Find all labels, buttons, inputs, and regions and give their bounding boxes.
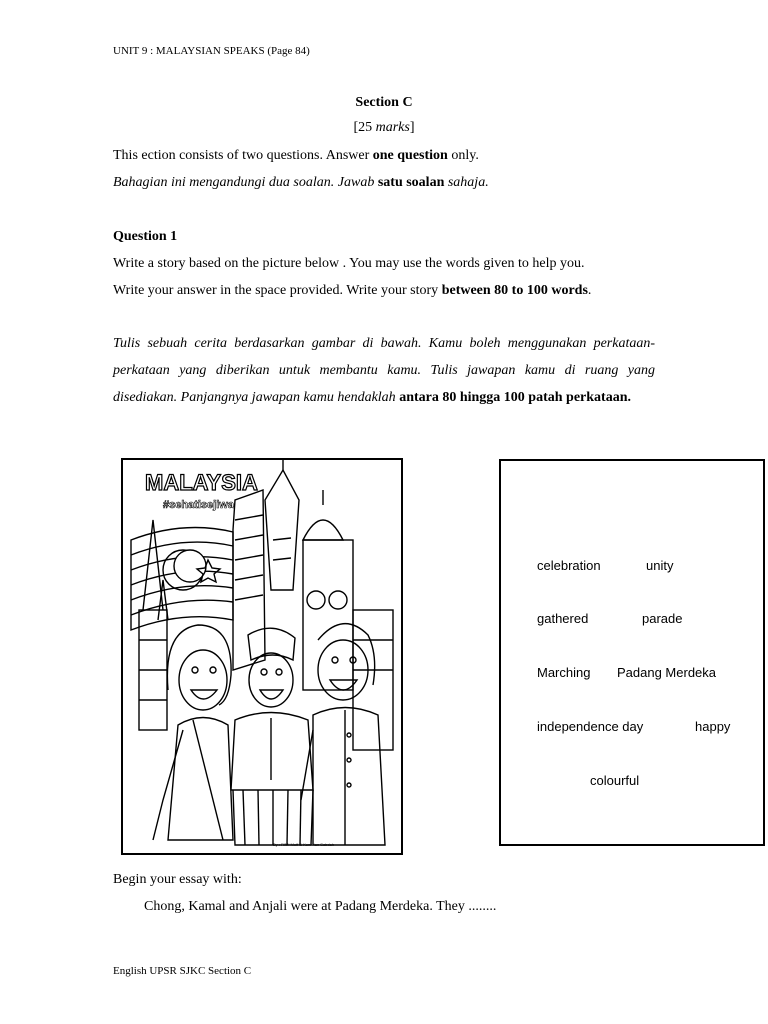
section-title: Section C — [355, 95, 413, 110]
word-independence-day: independence day — [537, 719, 644, 734]
begin-text: Chong, Kamal and Anjali were at Padang Merdeka. They ........ — [144, 899, 497, 914]
picture-title: MALAYSIA — [145, 470, 258, 495]
question-line-2: Write your answer in the space provided. Write your story between 80 to 100 words. — [113, 283, 592, 298]
word-unity: unity — [646, 558, 674, 573]
question-line-1: Write a story based on the picture below . You may use the words given to help you. — [113, 256, 585, 271]
word-bank-box — [499, 459, 765, 846]
instructions-malay: Bahagian ini mengandungi dua soalan. Jawab satu soalan sahaja. — [113, 175, 489, 190]
page-header: UNIT 9 : MALAYSIAN SPEAKS (Page 84) — [113, 45, 310, 57]
instructions-english: This ection consists of two questions. Answer one question only. — [113, 148, 479, 163]
page-footer: English UPSR SJKC Section C — [113, 965, 252, 977]
word-marching: Marching — [537, 665, 591, 680]
word-gathered: gathered — [537, 611, 589, 626]
illustration-picture — [121, 458, 403, 855]
picture-subtitle: #sehatisejiwa — [163, 499, 234, 511]
word-parade: parade — [642, 611, 683, 626]
word-padang-merdeka: Padang Merdeka — [617, 665, 717, 680]
picture-credit: By : RIMI Moff & Kenarian Sabdah — [273, 842, 335, 847]
marks-label: [25 marks] — [353, 120, 415, 135]
word-colourful: colourful — [590, 773, 640, 788]
word-happy: happy — [695, 719, 731, 734]
begin-label: Begin your essay with: — [113, 872, 242, 887]
malay-instructions-paragraph: Tulis sebuah cerita berdasarkan gambar di bawah. Kamu boleh menggunakan perkataan-perkataan yang diberikan untuk membantu kamu. Tulis jawapan kamu di ruang yang disediakan. Panjangnya jawapan kamu hendaklah antara 80 hingga 100 patah perkataan. — [113, 336, 655, 405]
question-title: Question 1 — [113, 229, 178, 244]
word-celebration: celebration — [537, 558, 601, 573]
